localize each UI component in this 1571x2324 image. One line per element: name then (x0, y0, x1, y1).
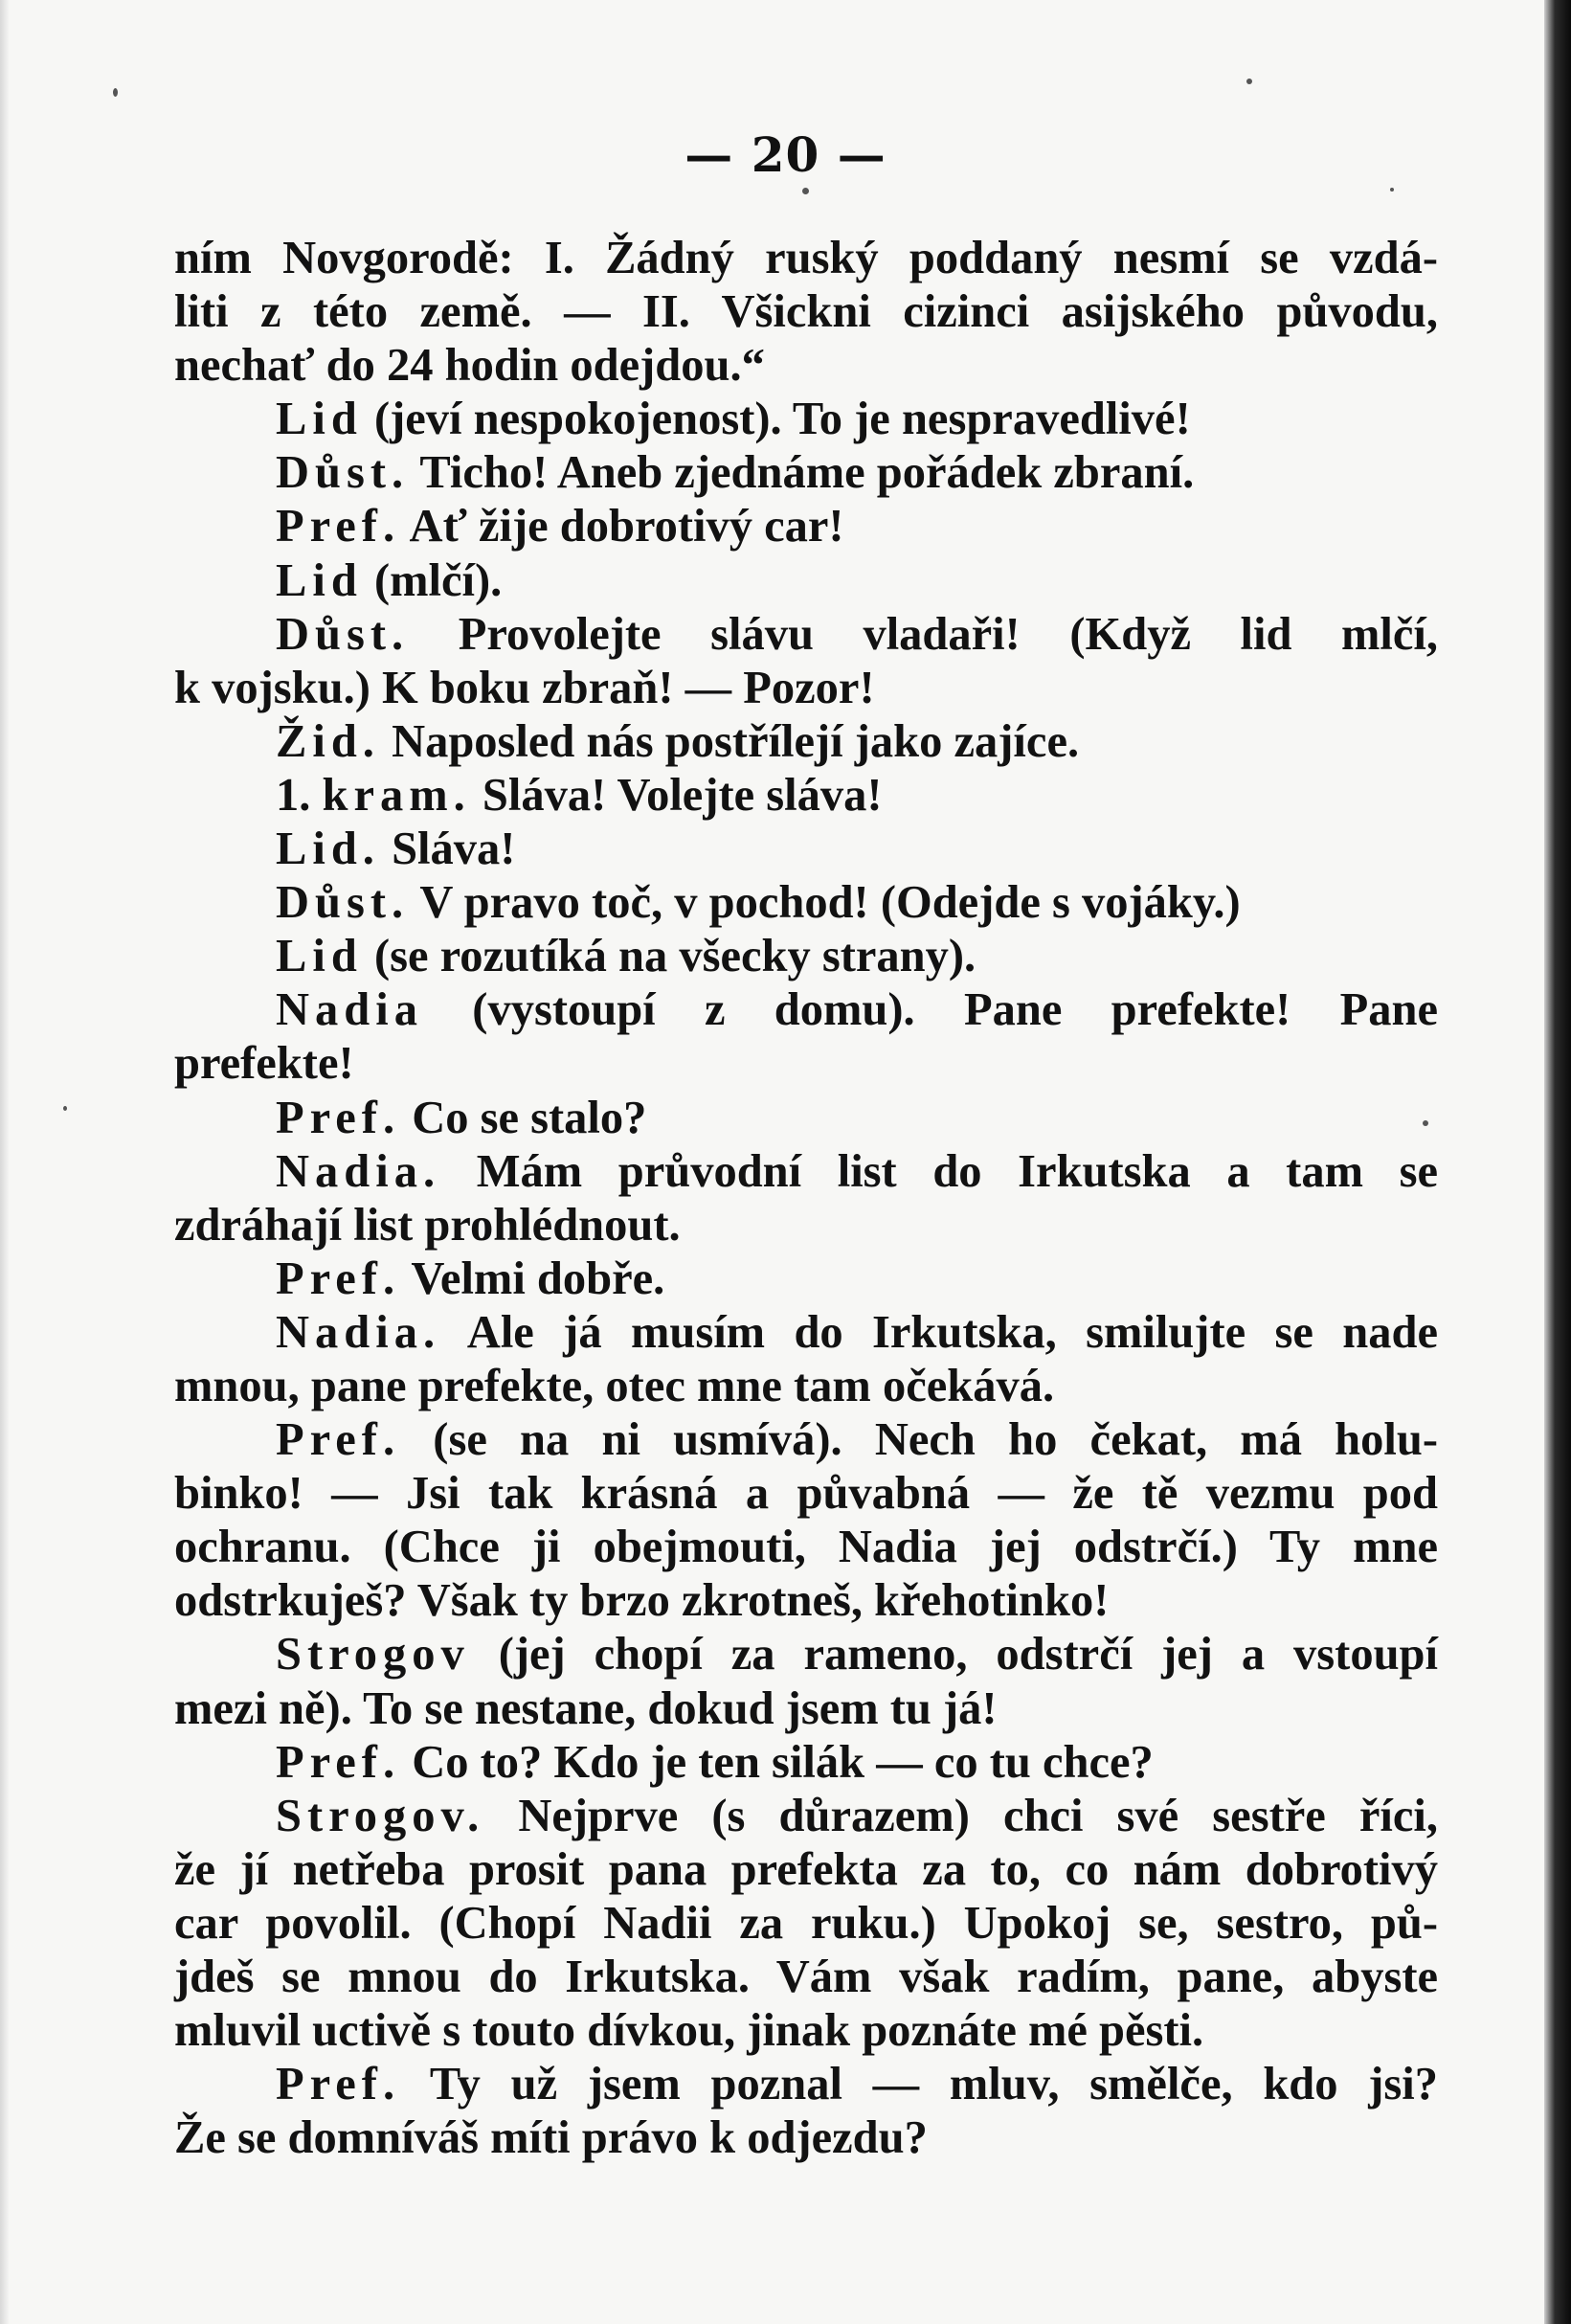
text-line (174, 2111, 1438, 2165)
text-run: Že se domníváš míti právo k odjezdu? (174, 2112, 928, 2164)
speaker-name: kram. (322, 769, 471, 821)
speaker-name: Pref. (276, 2059, 401, 2110)
text-run: mnou, pane prefekte, otec mne tam očekává. (174, 1360, 1055, 1411)
page-left-edge (0, 0, 10, 2324)
text-line (174, 1790, 1438, 1843)
text-run: liti z této země. — II. Všickni cizinci asijského původu, (174, 286, 1438, 338)
text-run: zdráhají list prohlédnout. (174, 1199, 681, 1251)
text-line (174, 1037, 1438, 1091)
text-line (174, 554, 1438, 608)
text-run: Ať žije dobrotivý car! (400, 501, 844, 553)
text-line (174, 446, 1438, 500)
text-line (174, 1413, 1438, 1467)
text-run: ním Novgorodě: I. Žádný ruský poddaný nesmí se vzdá- (174, 233, 1438, 283)
text-run: 1. (276, 769, 323, 821)
text-run: binko! — Jsi tak krásná a půvabná — že tě vezmu pod (174, 1468, 1438, 1520)
text-run: že jí netřeba prosit pana prefekta za to, co nám dobrotivý (174, 1843, 1438, 1895)
text-run: nechať do 24 hodin odejdou.“ (174, 340, 765, 392)
text-run: Provolejte slávu vladaři! (Když lid mlčí, (409, 608, 1438, 660)
text-run: Sláva! Volejte sláva! (470, 769, 883, 821)
speaker-name: Nadia. (276, 1145, 441, 1197)
speaker-name: Lid (276, 931, 363, 982)
text-line (174, 1682, 1438, 1736)
text-run: odstrkuješ? Však ty brzo zkrotneš, křehotinko! (174, 1575, 1110, 1627)
text-line (174, 1574, 1438, 1628)
speaker-name: Lid (276, 394, 363, 445)
text-line (174, 500, 1438, 553)
text-run: Naposled nás postřílejí jako zajíce. (379, 715, 1080, 767)
text-line (174, 2004, 1438, 2058)
text-run: Co to? Kdo je ten silák — co tu chce? (400, 1736, 1154, 1788)
text-run: (jej chopí za rameno, odstrčí jej a vstoupí (469, 1629, 1438, 1681)
text-run: Sláva! (379, 824, 516, 875)
text-line (174, 1360, 1438, 1413)
speaker-name: Pref. (276, 1092, 401, 1143)
text-run: Mám průvodní list do Irkutska a tam se (440, 1145, 1438, 1197)
print-speck (113, 88, 118, 97)
text-line (174, 1628, 1438, 1681)
text-run: jdeš se mnou do Irkutska. Vám však radím, pane, abyste (174, 1952, 1438, 2002)
speaker-name: Důst. (276, 447, 410, 499)
text-line (174, 1951, 1438, 2004)
print-speck (1390, 188, 1394, 192)
text-line (174, 662, 1438, 715)
speaker-name: Nadia (276, 984, 423, 1036)
speaker-name: Žid. (276, 715, 380, 767)
text-run: Ty už jsem poznal — mluv, smělče, kdo jsi? (400, 2059, 1438, 2110)
text-run: (se rozutíká na všecky strany). (362, 931, 976, 982)
text-line (174, 1521, 1438, 1574)
print-speck (63, 1106, 67, 1111)
text-line (174, 930, 1438, 983)
page-binding-shadow (1544, 0, 1571, 2324)
text-run: (se na ni usmívá). Nech ho čekat, má holu- (400, 1414, 1438, 1466)
text-run: (mlčí). (362, 554, 503, 606)
speaker-name: Lid (276, 554, 363, 606)
text-line (174, 232, 1438, 285)
text-line (174, 608, 1438, 662)
text-run: Co se stalo? (400, 1092, 647, 1143)
text-line (174, 876, 1438, 930)
speaker-name: Pref. (276, 1252, 401, 1304)
text-run: ochranu. (Chce ji obejmouti, Nadia jej odstrčí.) Ty mne (174, 1522, 1438, 1573)
speaker-name: Pref. (276, 1414, 401, 1466)
text-line (174, 1306, 1438, 1360)
speaker-name: Důst. (276, 608, 410, 660)
text-line (174, 983, 1438, 1037)
text-run: prefekte! (174, 1038, 354, 1090)
page-text-body (174, 232, 1438, 2165)
text-run: Ticho! Aneb zjednáme pořádek zbraní. (409, 447, 1195, 499)
speaker-name: Důst. (276, 877, 410, 929)
text-run: (vystoupí z domu). Pane prefekte! Pane (422, 984, 1438, 1036)
text-line (174, 1736, 1438, 1790)
text-line (174, 285, 1438, 339)
text-line (174, 715, 1438, 769)
speaker-name: Pref. (276, 1736, 401, 1788)
text-line (174, 823, 1438, 876)
text-line (174, 1467, 1438, 1521)
print-speck (1246, 79, 1252, 84)
text-run: (jeví nespokojenost). To je nespravedlivé! (362, 394, 1191, 445)
text-line (174, 769, 1438, 823)
page-number: — 20 — (685, 126, 886, 183)
text-line (174, 1145, 1438, 1199)
speaker-name: Pref. (276, 501, 401, 553)
speaker-name: Strogov. (276, 1790, 485, 1841)
speaker-name: Lid. (276, 824, 380, 875)
text-line (174, 393, 1438, 446)
text-run: mezi ně). To se nestane, dokud jsem tu já! (174, 1682, 998, 1734)
text-run: mluvil uctivě s touto dívkou, jinak poznáte mé pěsti. (174, 2005, 1204, 2057)
text-run: car povolil. (Chopí Nadii za ruku.) Upokoj se, sestro, pů- (174, 1897, 1438, 1949)
speaker-name: Nadia. (276, 1306, 441, 1358)
text-line (174, 2058, 1438, 2111)
text-line (174, 1252, 1438, 1306)
text-line (174, 1897, 1438, 1951)
text-run: k vojsku.) K boku zbraň! — Pozor! (174, 662, 875, 713)
text-run: Ale já musím do Irkutska, smilujte se nade (440, 1306, 1438, 1358)
text-run: Nejprve (s důrazem) chci své sestře říci, (484, 1790, 1438, 1841)
text-line (174, 1092, 1438, 1145)
text-run: Velmi dobře. (400, 1252, 665, 1304)
text-line (174, 1843, 1438, 1897)
text-line (174, 1199, 1438, 1252)
speaker-name: Strogov (276, 1629, 470, 1681)
print-speck (802, 188, 809, 194)
text-run: V pravo toč, v pochod! (Odejde s vojáky.) (409, 877, 1241, 929)
text-line (174, 339, 1438, 393)
